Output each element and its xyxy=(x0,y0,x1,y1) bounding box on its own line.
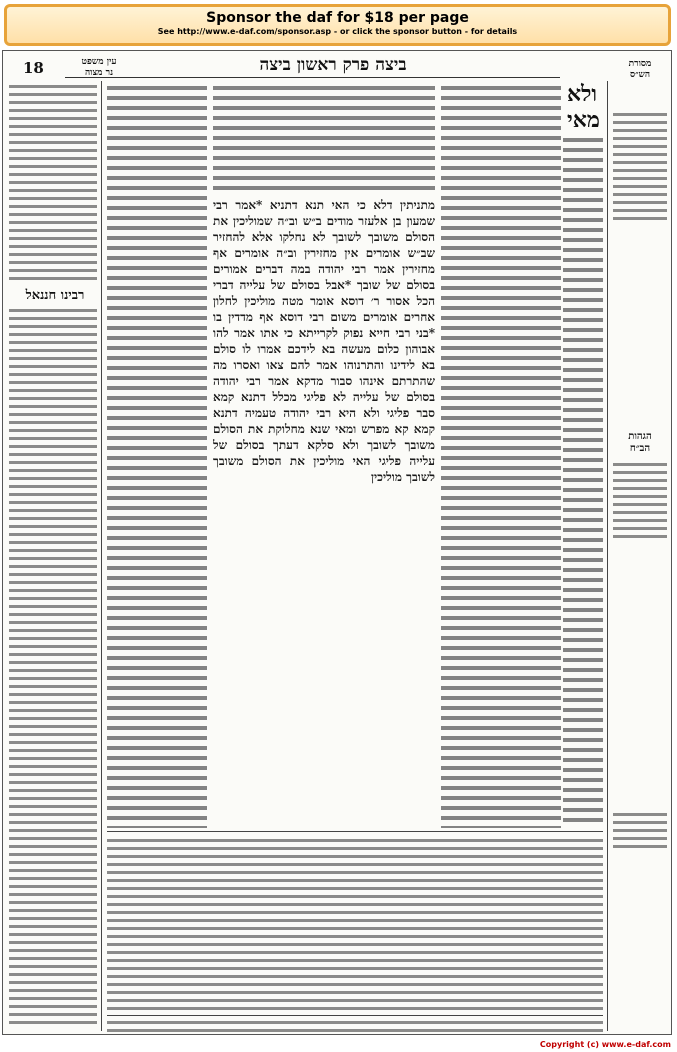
rabbeinu-chananel-text xyxy=(9,307,97,1027)
ein-mishpat-label: עין משפט נר מצוה xyxy=(81,57,117,78)
bottom-commentary-text xyxy=(107,837,603,1012)
mesoret-hashas-text xyxy=(613,111,667,221)
gemara-main-text: מתניתין דלא כי האי תנא דתניא *אמר רבי שמעון בן אלעזר מודים ב״ש וב״ה שמוליכין את הסולם משובך לשובך לא נחלקו אלא להחזיר שב״ש אומרים אין מחזירין וב״ה אומרים אף מחזירין אמר רבי יהודה במה דברים אמורים בסולם של שובך *אבל בסולם של עלייה דברי הכל אסור ר׳ דוסא אומר מטה מוליכין לחלון אחרים אומרים משום רבי דוסא אף מדדין בו *בני רבי חייא נפוק לקרייתא כי אתו אמר להו אבוהון כלום מעשה בא לידכם אמרו לו סולם בא לידינו והתרנוהו אמר להם צאו ואסרו מה שהתרתם אינהו סבור מדקא אמר רבי יהודה בסולם של עלייה לא פליגי מכלל דתנא קמא סבר פליגי ולא היא רבי יהודה טעמיה דתנא קמא קא מפרש ומאי שנא מחלוקת את הסולם משובך לשובך ולא סלקא דעתך בסולם של עלייה פליגי האי מוליכין את הסולם משובך לשובך מוליכין xyxy=(213,198,435,484)
rashi-opening-word: ולא xyxy=(567,81,598,107)
mesoret-hashas-label: מסורת הש״ס xyxy=(628,59,652,80)
sponsor-title[interactable]: Sponsor the daf for $18 per page xyxy=(206,10,469,26)
hagahot-habach-text xyxy=(613,461,667,541)
rashi-second-word: מאי xyxy=(567,107,600,133)
column-divider xyxy=(607,81,608,1031)
ein-mishpat-text xyxy=(9,83,97,283)
mesoret-notes-text xyxy=(613,811,667,851)
footer-rule xyxy=(107,1015,603,1016)
rabbeinu-chananel-title: רבינו חננאל xyxy=(25,288,85,303)
gemara-top-lines xyxy=(213,83,435,191)
footer-notes-text xyxy=(107,1019,603,1033)
column-divider xyxy=(101,81,102,1031)
rashi-text-left xyxy=(441,83,561,828)
chapter-title: ביצה פרק ראשון ביצה xyxy=(259,55,407,75)
tosafot-text xyxy=(107,83,207,828)
header-rule xyxy=(65,77,560,78)
talmud-page-scan xyxy=(2,50,672,1035)
page-number: 18 xyxy=(23,59,44,77)
sponsor-details-link[interactable]: See http://www.e-daf.com/sponsor.asp - or click the sponsor button - for details xyxy=(157,27,518,36)
hagahot-habach-title: הגהות הב״ח xyxy=(628,431,652,454)
rashi-text-right xyxy=(563,135,603,828)
copyright-notice: Copyright (c) www.e-daf.com xyxy=(539,1040,671,1049)
bottom-section-rule xyxy=(107,831,603,832)
sponsor-banner[interactable] xyxy=(4,4,671,46)
